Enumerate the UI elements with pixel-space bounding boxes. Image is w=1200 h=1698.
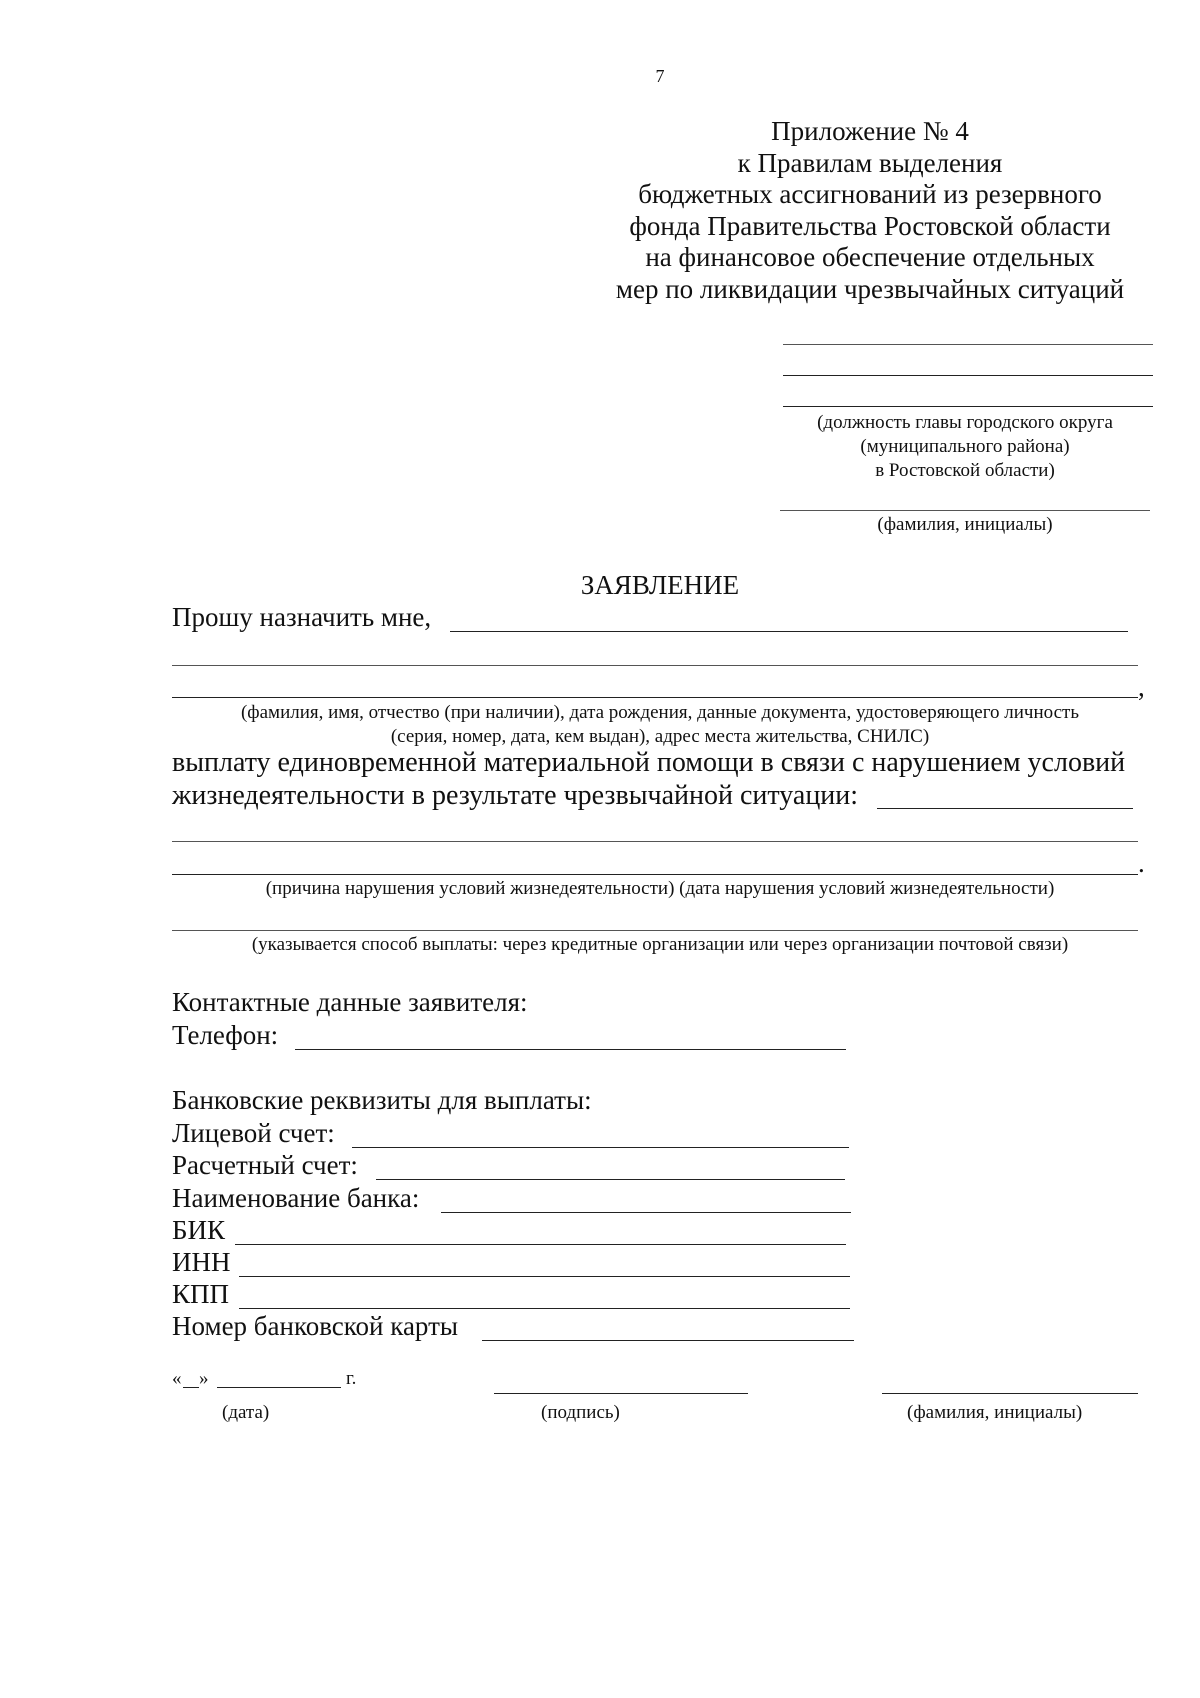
contacts-heading: Контактные данные заявителя:: [172, 987, 528, 1017]
reason-caption: (причина нарушения условий жизнедеятельности) (дата нарушения условий жизнедеятельности): [265, 878, 1055, 899]
request-name-line[interactable]: [450, 631, 1128, 632]
addressee-position-line-1[interactable]: [783, 344, 1153, 345]
addressee-position-line-2[interactable]: [783, 375, 1153, 376]
addressee-position-caption: (должность главы городского округа (муниципального района) в Ростовской области): [817, 412, 1113, 481]
request-prefix: Прошу назначить мне,: [172, 602, 432, 632]
bank-name-label: Наименование банка:: [172, 1183, 420, 1213]
payment-text-line-1: выплату единовременной материальной помощи в связи с нарушением условий: [172, 747, 1126, 778]
date-month-field[interactable]: [217, 1387, 341, 1388]
page-number: 7: [655, 66, 665, 86]
date-day-field[interactable]: [183, 1387, 199, 1388]
personal-account-field[interactable]: [352, 1147, 849, 1148]
phone-label: Телефон:: [172, 1020, 279, 1050]
signature-caption: (подпись): [541, 1402, 620, 1423]
card-number-label: Номер банковской карты: [172, 1311, 459, 1341]
document-title: ЗАЯВЛЕНИЕ: [580, 570, 740, 600]
addressee-position-line-3[interactable]: [783, 406, 1153, 407]
signature-field[interactable]: [494, 1393, 748, 1394]
reason-period: .: [1138, 848, 1145, 878]
settlement-account-label: Расчетный счет:: [172, 1150, 358, 1180]
card-number-field[interactable]: [482, 1340, 854, 1341]
appendix-line: Приложение № 4: [771, 116, 969, 146]
kpp-label: КПП: [172, 1279, 230, 1309]
personal-account-label: Лицевой счет:: [172, 1118, 335, 1148]
appendix-header: [600, 116, 1140, 306]
date-open-quote: «: [172, 1368, 182, 1389]
bank-name-field[interactable]: [441, 1212, 851, 1213]
request-comma: ,: [1138, 672, 1145, 702]
emergency-line[interactable]: [877, 808, 1133, 809]
appendix-line: на финансовое обеспечение отдельных: [645, 242, 1095, 273]
signer-name-caption: (фамилия, инициалы): [907, 1402, 1083, 1423]
payment-method-caption: (указывается способ выплаты: через кредитные организации или через организации почтовой связи): [251, 934, 1069, 955]
bank-heading: Банковские реквизиты для выплаты:: [172, 1085, 592, 1115]
bik-field[interactable]: [235, 1244, 846, 1245]
payment-text-line-2: жизнедеятельности в результате чрезвычайной ситуации:: [172, 780, 859, 811]
appendix-line: бюджетных ассигнований из резервного: [638, 179, 1102, 210]
date-caption: (дата): [222, 1402, 270, 1423]
inn-label: ИНН: [172, 1247, 231, 1277]
reason-line-1[interactable]: [172, 841, 1138, 842]
signer-name-field[interactable]: [882, 1393, 1138, 1394]
reason-line-2[interactable]: [172, 874, 1138, 875]
request-line-3[interactable]: [172, 697, 1138, 698]
request-line-2[interactable]: [172, 665, 1138, 666]
kpp-field[interactable]: [239, 1308, 850, 1309]
addressee-name-line[interactable]: [780, 510, 1150, 511]
inn-field[interactable]: [239, 1276, 850, 1277]
date-year-suffix: г.: [346, 1368, 357, 1389]
appendix-line: мер по ликвидации чрезвычайных ситуаций: [615, 273, 1125, 304]
bik-label: БИК: [172, 1215, 226, 1245]
payment-method-line[interactable]: [172, 930, 1138, 931]
date-close-quote: »: [199, 1368, 209, 1389]
appendix-line: фонда Правительства Ростовской области: [629, 210, 1111, 241]
phone-field[interactable]: [295, 1049, 846, 1050]
person-caption: (фамилия, имя, отчество (при наличии), дата рождения, данные документа, удостоверяющего личность (серия, номер, дата, кем выдан), адрес места жительства, СНИЛС): [240, 702, 1080, 747]
appendix-line: к Правилам выделения: [737, 147, 1003, 178]
settlement-account-field[interactable]: [376, 1179, 845, 1180]
addressee-name-caption: (фамилия, инициалы): [877, 514, 1053, 535]
